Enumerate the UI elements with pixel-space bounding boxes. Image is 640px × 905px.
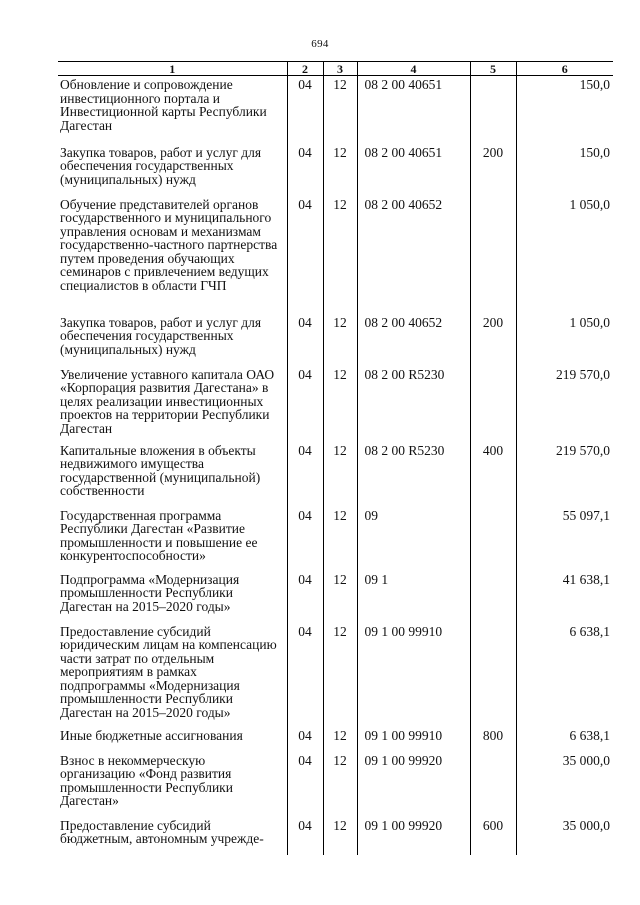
row-subsection: 12: [323, 727, 357, 752]
row-amount: 35 000,0: [516, 752, 613, 817]
table-row: [58, 76, 613, 144]
row-amount: 6 638,1: [516, 623, 613, 727]
col-header-subsection: 3: [323, 62, 357, 76]
table-header-row: [58, 62, 613, 76]
row-section: 04: [287, 442, 323, 507]
row-subsection: 12: [323, 442, 357, 507]
row-csr: 08 2 00 40651: [357, 144, 470, 196]
row-subsection: 12: [323, 196, 357, 314]
row-name: Взнос в некоммерческую организацию «Фонд развития промышленности Республики Дагестан»: [60, 752, 233, 808]
col-header-amount: 6: [516, 62, 613, 76]
row-section: 04: [287, 571, 323, 623]
row-csr: 09 1 00 99920: [357, 817, 470, 855]
row-subsection: 12: [323, 571, 357, 623]
col-header-name: 1: [58, 62, 287, 76]
row-csr: 08 2 00 40652: [357, 314, 470, 366]
row-subsection: 12: [323, 752, 357, 817]
row-amount: 55 097,1: [516, 507, 613, 571]
row-section: 04: [287, 817, 323, 855]
row-vr: [470, 507, 516, 571]
table-row: [58, 442, 613, 507]
row-amount: 219 570,0: [516, 366, 613, 442]
table-row: [58, 623, 613, 727]
row-csr: 09: [357, 507, 470, 571]
row-section: 04: [287, 366, 323, 442]
budget-table: [58, 61, 613, 855]
row-subsection: 12: [323, 366, 357, 442]
row-amount: 41 638,1: [516, 571, 613, 623]
row-vr: 800: [470, 727, 516, 752]
row-vr: [470, 366, 516, 442]
row-subsection: 12: [323, 76, 357, 144]
row-name: Государственная программа Республики Дагестан «Развитие промышленности и повышение ее конкурентоспособности»: [60, 507, 258, 563]
page-number: 694: [311, 38, 329, 50]
row-vr: 600: [470, 817, 516, 855]
row-section: 04: [287, 623, 323, 727]
row-name: Предоставление субсидий юридическим лицам на компенсацию части затрат по отдельным мероприятиям в рамках подпрограммы «Модернизация промышленности Республики Дагестан на 2015–2020 годы»: [60, 623, 277, 720]
row-csr: 08 2 00 40651: [357, 76, 470, 144]
row-name: Обновление и сопровождение инвестиционного портала и Инвестиционной карты Республики Дагестан: [60, 77, 267, 133]
row-subsection: 12: [323, 817, 357, 855]
col-header-csr: 4: [357, 62, 470, 76]
row-amount: 1 050,0: [516, 196, 613, 314]
row-vr: 200: [470, 314, 516, 366]
table-row: [58, 817, 613, 855]
col-header-section: 2: [287, 62, 323, 76]
table-row: [58, 727, 613, 752]
row-amount: 1 050,0: [516, 314, 613, 366]
table-row: [58, 752, 613, 817]
row-amount: 150,0: [516, 76, 613, 144]
row-subsection: 12: [323, 314, 357, 366]
row-section: 04: [287, 314, 323, 366]
row-section: 04: [287, 752, 323, 817]
row-vr: 200: [470, 144, 516, 196]
row-section: 04: [287, 727, 323, 752]
row-amount: 150,0: [516, 144, 613, 196]
row-csr: 09 1 00 99910: [357, 727, 470, 752]
row-csr: 09 1 00 99920: [357, 752, 470, 817]
row-name: Увеличение уставного капитала ОАО «Корпорация развития Дагестана» в целях реализации инвестиционных проектов на территории Республики Дагестан: [60, 366, 275, 436]
col-header-vr: 5: [470, 62, 516, 76]
row-csr: 09 1: [357, 571, 470, 623]
row-section: 04: [287, 76, 323, 144]
row-name: Предоставление субсидий бюджетным, автономным учрежде-: [60, 817, 264, 846]
row-name: Закупка товаров, работ и услуг для обеспечения государственных (муниципальных) нужд: [60, 314, 262, 357]
row-amount: 219 570,0: [516, 442, 613, 507]
table-row: [58, 507, 613, 571]
row-name: Подпрограмма «Модернизация промышленности Республики Дагестан на 2015–2020 годы»: [60, 571, 240, 614]
row-amount: 6 638,1: [516, 727, 613, 752]
table-row: [58, 196, 613, 314]
table-row: [58, 571, 613, 623]
row-vr: 400: [470, 442, 516, 507]
row-name: Обучение представителей органов государственного и муниципального управления основам и механизмам государственно-частного партнерства путем проведения обучающих семинаров с привлечением ведущих специалистов в области ГЧП: [60, 196, 278, 293]
row-csr: 08 2 00 R5230: [357, 442, 470, 507]
row-csr: 08 2 00 40652: [357, 196, 470, 314]
table-row: [58, 314, 613, 366]
row-subsection: 12: [323, 623, 357, 727]
row-amount: 35 000,0: [516, 817, 613, 855]
row-name: Закупка товаров, работ и услуг для обеспечения государственных (муниципальных) нужд: [60, 144, 262, 187]
row-vr: [470, 571, 516, 623]
row-csr: 08 2 00 R5230: [357, 366, 470, 442]
table-row: [58, 366, 613, 442]
row-vr: [470, 623, 516, 727]
row-subsection: 12: [323, 144, 357, 196]
row-vr: [470, 752, 516, 817]
row-vr: [470, 196, 516, 314]
row-section: 04: [287, 196, 323, 314]
row-name: Иные бюджетные ассигнования: [60, 727, 243, 743]
table-row: [58, 144, 613, 196]
row-subsection: 12: [323, 507, 357, 571]
row-vr: [470, 76, 516, 144]
row-name: Капитальные вложения в объекты недвижимого имущества государственной (муниципальной) собственности: [60, 442, 261, 498]
row-section: 04: [287, 507, 323, 571]
row-csr: 09 1 00 99910: [357, 623, 470, 727]
row-section: 04: [287, 144, 323, 196]
